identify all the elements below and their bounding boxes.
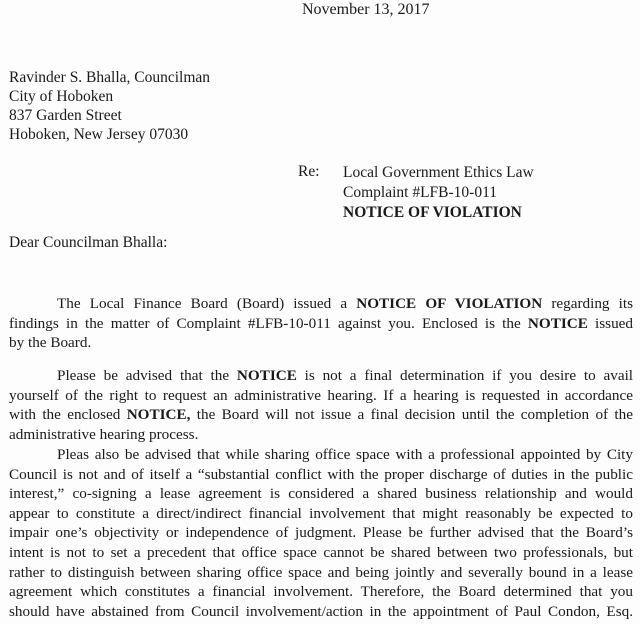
paragraph-line: impair one’s objectivity or independence of judgment. Please be further advised that the Board’s xyxy=(9,524,633,542)
paragraph-notice-issued xyxy=(9,294,633,353)
text-run: findings in the matter of Complaint #LFB-10-011 against you. Enclosed is the xyxy=(9,314,528,332)
paragraph-line: yourself of the right to request an administrative hearing. If a hearing is requested in accordance xyxy=(9,386,633,404)
paragraph-line: administrative hearing process. xyxy=(9,425,199,443)
paragraph-line: should have abstained from Council involvement/action in the appointment of Paul Condon, Esq. xyxy=(9,602,633,620)
paragraph-line: by the Board. xyxy=(9,334,92,352)
notice-emphasis: NOTICE OF VIOLATION xyxy=(356,295,543,312)
notice-emphasis: NOTICE xyxy=(527,314,588,332)
letter-date: November 13, 2017 xyxy=(302,1,430,18)
re-label: Re: xyxy=(298,163,320,180)
paragraph-line: Council is not and of itself a “substantial conflict with the proper discharge of duties in the public xyxy=(9,465,633,483)
re-line-notice: NOTICE OF VIOLATION xyxy=(343,204,522,221)
re-line-law: Local Government Ethics Law xyxy=(343,164,534,181)
paragraph-line: appear to constitute a direct/indirect financial involvement that might reasonably be expected to xyxy=(9,504,633,522)
notice-emphasis: NOTICE, xyxy=(126,406,191,424)
paragraph-line xyxy=(9,294,633,314)
text-run: regarding its xyxy=(542,295,633,312)
paragraph-line: Pleas also be advised that while sharing office space with a professional appointed by City xyxy=(57,446,633,463)
text-run: with the enclosed xyxy=(9,406,127,424)
paragraph-line: rather to distinguish between sharing office space and being jointly and severally bound in a lease xyxy=(9,563,633,581)
text-run: The Local Finance Board (Board) issued a xyxy=(57,295,357,312)
paragraph-line xyxy=(9,366,633,386)
text-run: issued xyxy=(587,314,633,332)
text-run: is not a final determination if you desire to avail xyxy=(296,367,633,384)
paragraph-office-space xyxy=(9,445,633,621)
text-run: Please be advised that the xyxy=(57,367,237,384)
salutation: Dear Councilman Bhalla: xyxy=(9,234,168,251)
notice-emphasis: NOTICE xyxy=(236,367,297,384)
paragraph-line: agreement which constitutes a financial involvement. Therefore, the Board determined that you xyxy=(9,583,633,601)
text-run: the Board will not issue a final decision until the completion of the xyxy=(190,406,633,424)
recipient-name: Ravinder S. Bhalla, Councilman xyxy=(9,69,211,86)
paragraph-line xyxy=(9,314,633,334)
re-subject xyxy=(343,163,534,223)
paragraph-hearing xyxy=(9,366,633,444)
paragraph-line xyxy=(9,405,633,425)
recipient-address xyxy=(9,68,210,144)
recipient-street: 837 Garden Street xyxy=(9,107,122,124)
paragraph-line: intent is not to set a precedent that office space cannot be shared between two professionals, but xyxy=(9,543,633,561)
recipient-city: Hoboken, New Jersey 07030 xyxy=(9,126,189,143)
re-line-complaint: Complaint #LFB-10-011 xyxy=(343,184,497,201)
recipient-org: City of Hoboken xyxy=(9,88,114,105)
paragraph-line: interest,” co-signing a lease agreement is considered a shared business relationship and would xyxy=(9,485,633,503)
